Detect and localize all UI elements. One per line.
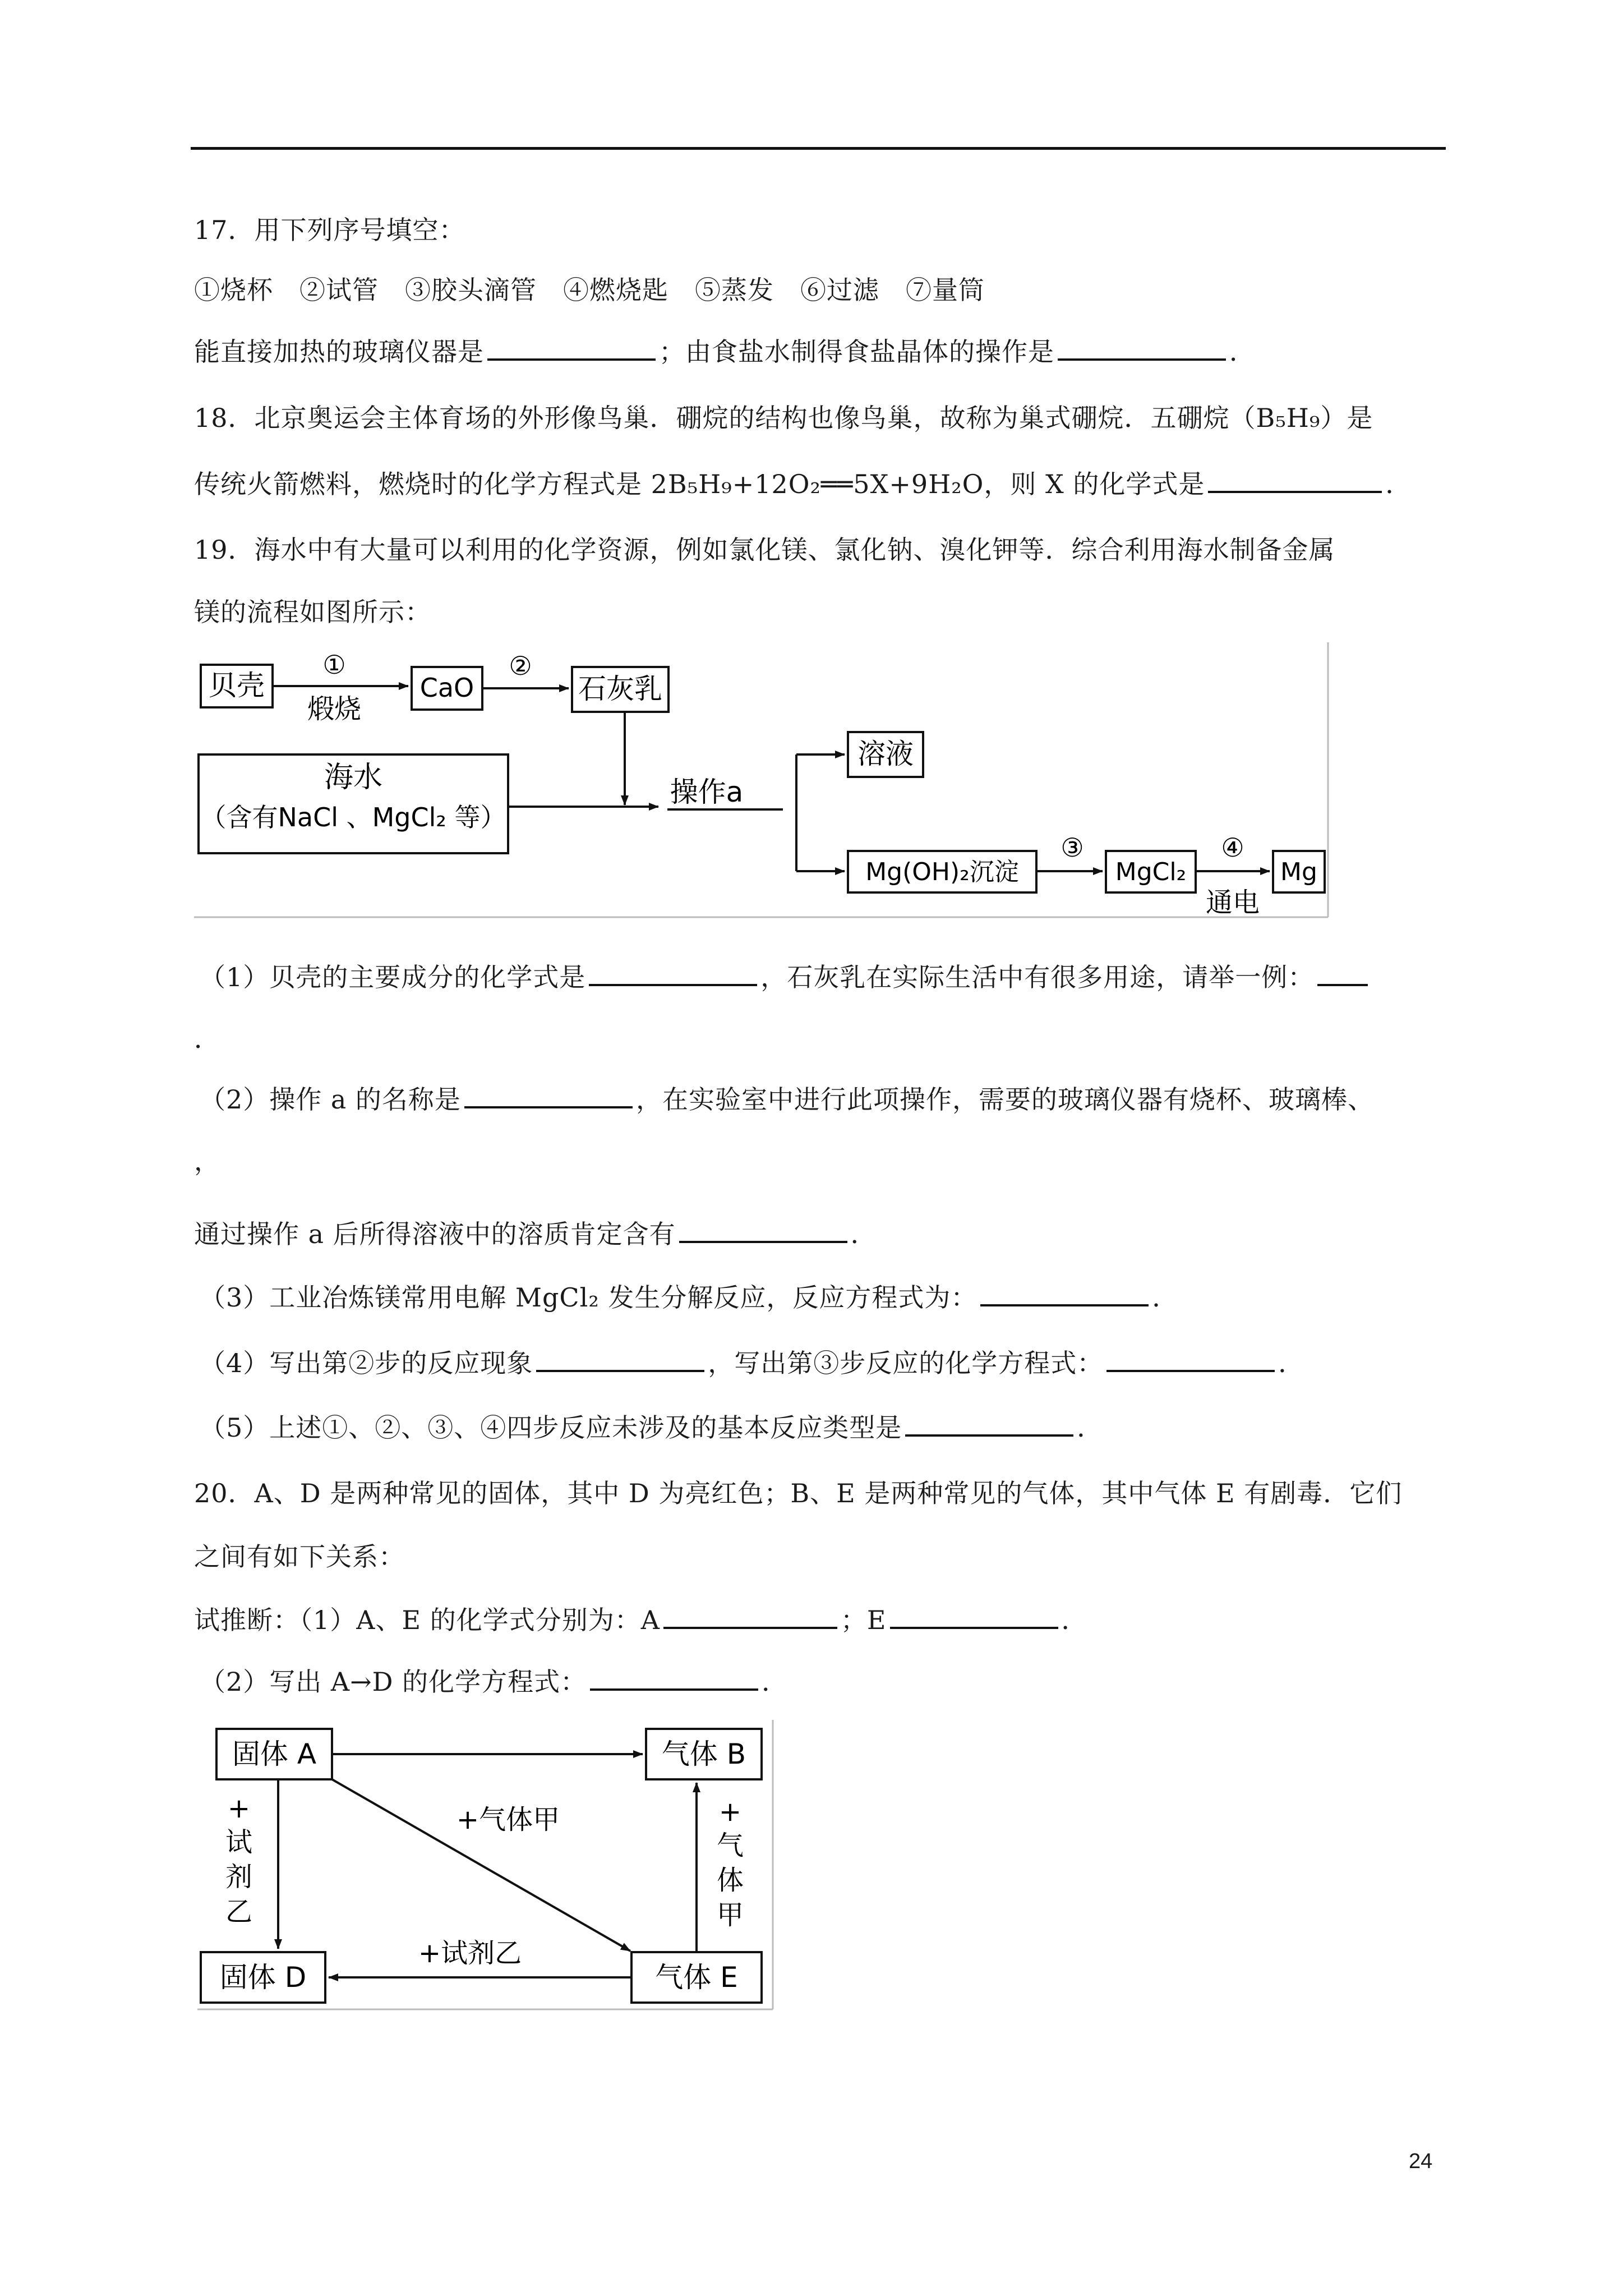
q19-part2-cont: [194, 1217, 877, 1251]
mgcl2-label: MgCl₂: [1115, 858, 1187, 886]
answer-blank[interactable]: [1317, 963, 1368, 986]
q20-p1-end: ．: [1061, 1605, 1088, 1635]
step1-label: ①: [322, 650, 346, 680]
right-char-3: 甲: [716, 1899, 744, 1931]
q19-p3: （3）工业冶炼镁常用电解 MgCl₂ 发生分解反应，反应方程式为：: [200, 1282, 978, 1313]
electrolysis-label: 通电: [1205, 887, 1260, 918]
seawater-note: （含有NaCl 、MgCl₂ 等）: [200, 802, 506, 832]
q17-title: 17．用下列序号填空：: [194, 215, 465, 245]
q20-p1-a: 试推断：（1）A、E 的化学式分别为：A: [194, 1605, 660, 1635]
q19-p4-a: （4）写出第②步的反应现象: [200, 1348, 533, 1378]
q19-line2: 镁的流程如图所示：: [194, 597, 431, 627]
q19-p4-b: ，写出第③步反应的化学方程式：: [708, 1348, 1104, 1378]
left-char-1: 试: [225, 1826, 253, 1858]
q18-end: ．: [1385, 469, 1412, 499]
q17-text-a: 能直接加热的玻璃仪器是: [194, 337, 484, 367]
q19-p2-comma: ，: [194, 1146, 220, 1176]
q19-p2-a: （2）操作 a 的名称是: [200, 1084, 461, 1115]
q20-p2-end: ．: [762, 1667, 789, 1697]
step2-label: ②: [509, 651, 532, 681]
answer-blank[interactable]: [589, 963, 757, 986]
q20-part2: [200, 1665, 788, 1699]
shell-label: 贝壳: [209, 669, 265, 702]
q17-options: ①烧杯 ②试管 ③胶头滴管 ④燃烧匙 ⑤蒸发 ⑥过滤 ⑦量筒: [194, 275, 985, 305]
left-plus: +: [227, 1793, 251, 1824]
q19-p1-a: （1）贝壳的主要成分的化学式是: [200, 962, 586, 992]
q19-part2: [200, 1083, 1374, 1116]
answer-blank[interactable]: [679, 1220, 847, 1243]
right-char-1: 气: [716, 1830, 744, 1861]
q19-p2-b: ，在实验室中进行此项操作，需要的玻璃仪器有烧杯、玻璃棒、: [635, 1084, 1374, 1115]
solution-label: 溶液: [857, 738, 914, 770]
q19-p4-end: ．: [1278, 1348, 1305, 1378]
right-plus: +: [718, 1796, 742, 1828]
q19-p1-end: ．: [194, 1024, 220, 1054]
q20-line1: 20．A、D 是两种常见的固体，其中 D 为亮红色；B、E 是两种常见的气体，其中气体 E 有剧毒．它们: [194, 1478, 1403, 1508]
q18-line2: [194, 467, 1412, 501]
q19-part4: [200, 1346, 1304, 1380]
answer-blank[interactable]: [1208, 470, 1382, 493]
q19-p1-b: ，石灰乳在实际生活中有很多用途，请举一例：: [760, 962, 1315, 992]
step3-label: ③: [1061, 832, 1084, 863]
q19-p5: （5）上述①、②、③、④四步反应未涉及的基本反应类型是: [200, 1412, 902, 1443]
answer-blank[interactable]: [980, 1283, 1149, 1306]
answer-blank[interactable]: [487, 337, 656, 361]
q17-text-b: ；由食盐水制得食盐晶体的操作是: [659, 337, 1054, 367]
right-char-2: 体: [716, 1865, 744, 1896]
answer-blank[interactable]: [464, 1085, 633, 1108]
q17-question: [194, 335, 1256, 369]
solid-a-label: 固体 A: [232, 1738, 317, 1770]
seawater-label: 海水: [324, 761, 383, 794]
q19-part3: [200, 1281, 1178, 1314]
header-rule: [191, 147, 1446, 150]
q19-part5: [200, 1411, 1103, 1444]
left-char-3: 乙: [225, 1896, 253, 1927]
q20-p1-b: ；E: [840, 1605, 887, 1635]
q20-p2: （2）写出 A→D 的化学方程式：: [200, 1667, 587, 1697]
q20-line2: 之间有如下关系：: [194, 1542, 405, 1572]
answer-blank[interactable]: [1106, 1349, 1275, 1372]
step4-label: ④: [1221, 832, 1244, 863]
calcine-label: 煅烧: [307, 693, 362, 725]
q19-p2-end: ．: [850, 1219, 877, 1249]
q18-line1: 18．北京奥运会主体育场的外形像鸟巢．硼烷的结构也像鸟巢，故称为巢式硼烷．五硼烷（B₅H₉）是: [194, 403, 1373, 433]
left-char-2: 剂: [225, 1861, 253, 1893]
bottom-label: +试剂乙: [418, 1938, 522, 1969]
answer-blank[interactable]: [1058, 337, 1226, 361]
q19-line1: 19．海水中有大量可以利用的化学资源，例如氯化镁、氯化钠、溴化钾等．综合利用海水制备金属: [194, 535, 1335, 565]
answer-blank[interactable]: [890, 1605, 1058, 1629]
solid-d-label: 固体 D: [219, 1961, 307, 1994]
q19-p3-end: ．: [1152, 1282, 1179, 1313]
relation-diagram: [194, 1717, 777, 2014]
mg-label: Mg: [1280, 858, 1317, 886]
q19-p2-c: 通过操作 a 后所得溶液中的溶质肯定含有: [194, 1219, 676, 1249]
q20-part1: [194, 1603, 1088, 1637]
q19-p5-end: ．: [1077, 1412, 1104, 1443]
operation-label: 操作a: [670, 776, 744, 808]
q18-text: 传统火箭燃料，燃烧时的化学方程式是 2B₅H₉+12O₂══5X+9H₂O，则 X 的化学式是: [194, 469, 1205, 499]
limemilk-label: 石灰乳: [578, 673, 662, 705]
magnesium-flow-diagram: [194, 642, 1332, 923]
answer-blank[interactable]: [905, 1413, 1073, 1437]
diag-label: +气体甲: [456, 1804, 560, 1835]
precipitate-label: Mg(OH)₂沉淀: [865, 858, 1019, 886]
answer-blank[interactable]: [590, 1667, 758, 1691]
q17-end: ．: [1229, 337, 1256, 367]
page-number: 24: [1409, 2150, 1433, 2173]
gas-b-label: 气体 B: [661, 1738, 746, 1770]
cao-label: CaO: [419, 673, 474, 703]
gas-e-label: 气体 E: [655, 1961, 738, 1994]
answer-blank[interactable]: [536, 1349, 704, 1372]
answer-blank[interactable]: [663, 1605, 837, 1629]
q19-part1: [200, 960, 1371, 994]
